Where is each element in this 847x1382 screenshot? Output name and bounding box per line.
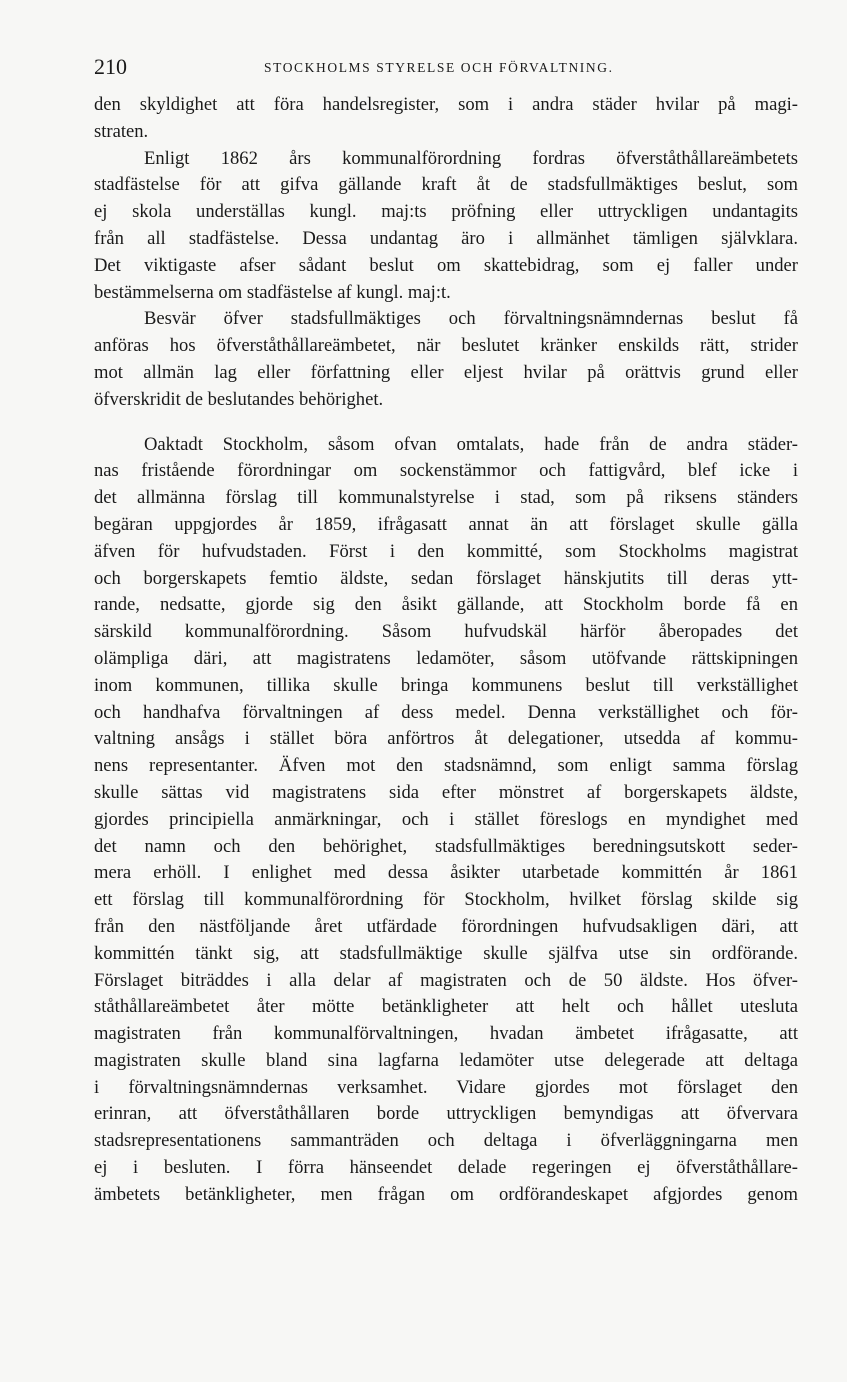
paragraph-1	[94, 92, 798, 146]
text-line: ej skola underställas kungl. maj:ts pröfning eller uttryckligen undantagits	[94, 201, 798, 223]
text-line: magistraten från kommunalförvaltningen, hvadan ämbetet ifrågasatte, att	[94, 1023, 798, 1045]
text-line: magistraten skulle bland sina lagfarna ledamöter utse delegerade att deltaga	[94, 1049, 798, 1071]
text-line: straten.	[94, 120, 149, 142]
text-line: anföras hos öfverståthållareämbetet, när beslutet kränker enskilds rätt, strider	[94, 335, 798, 357]
text-line: det allmänna förslag till kommunalstyrelse i stad, som på riksens ständers	[94, 487, 798, 509]
paragraph-3	[94, 306, 798, 413]
text-line: olämpliga däri, att magistratens ledamöter, såsom utöfvande rättskipningen	[94, 647, 798, 669]
text-line: Oaktadt Stockholm, såsom ofvan omtalats, hade från de andra städer-	[144, 433, 798, 455]
text-line: Besvär öfver stadsfullmäktiges och förvaltningsnämndernas beslut få	[144, 308, 798, 330]
body-text	[94, 92, 798, 1209]
text-line: begäran uppgjordes år 1859, ifrågasatt annat än att förslaget skulle gälla	[94, 513, 798, 535]
text-line: inom kommunen, tillika skulle bringa kommunens beslut till verkställighet	[94, 674, 798, 696]
paragraph-2	[94, 146, 798, 307]
page-header	[94, 52, 754, 82]
text-line: gjordes principiella anmärkningar, och i stället föreslogs en myndighet med	[94, 808, 798, 830]
text-line: och borgerskapets femtio äldste, sedan förslaget hänskjutits till deras ytt-	[94, 567, 798, 589]
text-line: ett förslag till kommunalförordning för Stockholm, hvilket förslag skilde sig	[94, 889, 798, 911]
text-line: ståthållareämbetet åter mötte betänkligheter att helt och hållet utesluta	[94, 996, 798, 1018]
text-line: Enligt 1862 års kommunalförordning fordras öfverståthållareämbetets	[144, 147, 798, 169]
text-line: erinran, att öfverståthållaren borde uttryckligen bemyndigas att öfvervara	[94, 1103, 798, 1125]
text-line: skulle sättas vid magistratens sida efter mönstret af borgerskapets äldste,	[94, 781, 798, 803]
text-line: mot allmän lag eller författning eller eljest hvilar på orättvis grund eller	[94, 361, 798, 383]
text-line: öfverskridit de beslutandes behörighet.	[94, 388, 384, 410]
text-line: det namn och den behörighet, stadsfullmäktiges beredningsutskott seder-	[94, 835, 798, 857]
text-line: den skyldighet att föra handelsregister, som i andra städer hvilar på magi-	[94, 94, 798, 115]
text-line: mera erhöll. I enlighet med dessa åsikter utarbetade kommittén år 1861	[94, 862, 798, 884]
text-line: Förslaget biträddes i alla delar af magistraten och de 50 äldste. Hos öfver-	[94, 969, 798, 991]
text-line: från all stadfästelse. Dessa undantag äro i allmänhet tämligen självklara.	[94, 227, 798, 249]
text-line: särskild kommunalförordning. Såsom hufvudskäl härför åberopades det	[94, 621, 798, 643]
text-line: stadfästelse för att gifva gällande kraft åt de stadsfullmäktiges beslut, som	[94, 174, 798, 196]
text-line: nas fristående förordningar om sockenstämmor och fattigvård, blef icke i	[94, 460, 798, 482]
text-line: bestämmelserna om stadfästelse af kungl. maj:t.	[94, 281, 451, 303]
text-line: ej i besluten. I förra hänseendet delade regeringen ej öfverståthållare-	[94, 1157, 798, 1179]
paragraph-4	[94, 432, 798, 1209]
page-number: 210	[94, 54, 127, 79]
text-line: stadsrepresentationens sammanträden och deltaga i öfverläggningarna men	[94, 1130, 798, 1152]
text-line: valtning ansågs i stället böra anförtros åt delegationer, utsedda af kommu-	[94, 728, 798, 750]
text-line: äfven för hufvudstaden. Först i den kommitté, som Stockholms magistrat	[94, 540, 798, 562]
text-line: nens representanter. Äfven mot den stadsnämnd, som enligt samma förslag	[94, 755, 798, 777]
text-line: i förvaltningsnämndernas verksamhet. Vidare gjordes mot förslaget den	[94, 1076, 798, 1098]
running-title: STOCKHOLMS STYRELSE OCH FÖRVALTNING.	[264, 60, 614, 75]
text-line: Det viktigaste afser sådant beslut om skattebidrag, som ej faller under	[94, 254, 798, 276]
text-line: kommittén tänkt sig, att stadsfullmäktige skulle själfva utse sin ordförande.	[94, 942, 798, 964]
text-line: ämbetets betänkligheter, men frågan om ordförandeskapet afgjordes genom	[94, 1183, 798, 1205]
text-line: och handhafva förvaltningen af dess medel. Denna verkställighet och för-	[94, 701, 798, 723]
text-line: rande, nedsatte, gjorde sig den åsikt gällande, att Stockholm borde få en	[94, 594, 798, 616]
text-line: från den nästföljande året utfärdade förordningen hufvudsakligen däri, att	[94, 915, 798, 937]
